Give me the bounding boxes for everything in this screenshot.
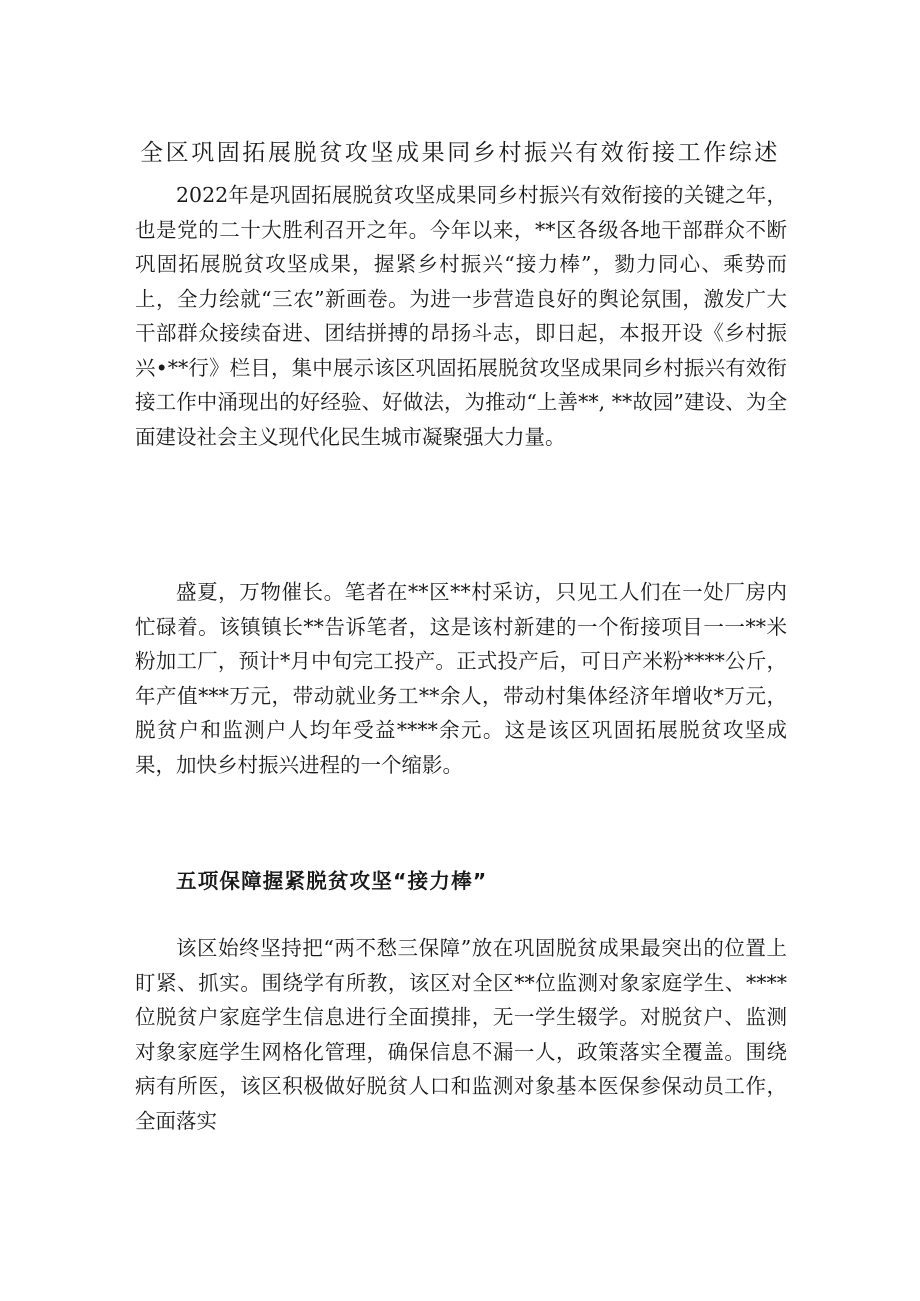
section-heading: 五项保障握紧脱贫攻坚“接力棒”	[176, 869, 488, 893]
paragraph-intro: 2022年是巩固拓展脱贫攻坚成果同乡村振兴有效衔接的关键之年，也是党的二十大胜利召开之年。今年以来，**区各级各地干部群众不断巩固拓展脱贫攻坚成果，握紧乡村振兴“接力棒”，勠力同心、乘势而上，全力绘就“三农”新画卷。为进一步营造良好的舆论氛围，激发广大干部群众接续奋进、团结拼搏的昂扬斗志，即日起，本报开设《乡村振兴•**行》栏目，集中展示该区巩固拓展脱贫攻坚成果同乡村振兴有效衔接工作中涌现出的好经验、好做法，为推动“上善**, **故园”建设、为全面建设社会主义现代化民生城市凝聚强大力量。	[135, 183, 787, 449]
paragraph-guarantee: 该区始终坚持把“两不愁三保障”放在巩固脱贫成果最突出的位置上盯紧、抓实。围绕学有所教，该区对全区**位监测对象家庭学生、****位脱贫户家庭学生信息进行全面摸排，无一学生辍学。对脱贫户、监测对象家庭学生网格化管理，确保信息不漏一人，政策落实全覆盖。围绕病有所医，该区积极做好脱贫人口和监测对象基本医保参保动员工作，全面落实	[135, 936, 787, 1133]
document-title: 全区巩固拓展脱贫攻坚成果同乡村振兴有效衔接工作综述	[140, 140, 780, 167]
paragraph-summer: 盛夏，万物催长。笔者在**区**村采访，只见工人们在一处厂房内忙碌着。该镇镇长**告诉笔者，这是该村新建的一个衔接项目一一**米粉加工厂，预计*月中旬完工投产。正式投产后，可日产米粉****公斤，年产值***万元，带动就业务工**余人，带动村集体经济年增收*万元，脱贫户和监测户人均年受益****余元。这是该区巩固拓展脱贫攻坚成果，加快乡村振兴进程的一个缩影。	[135, 580, 787, 777]
